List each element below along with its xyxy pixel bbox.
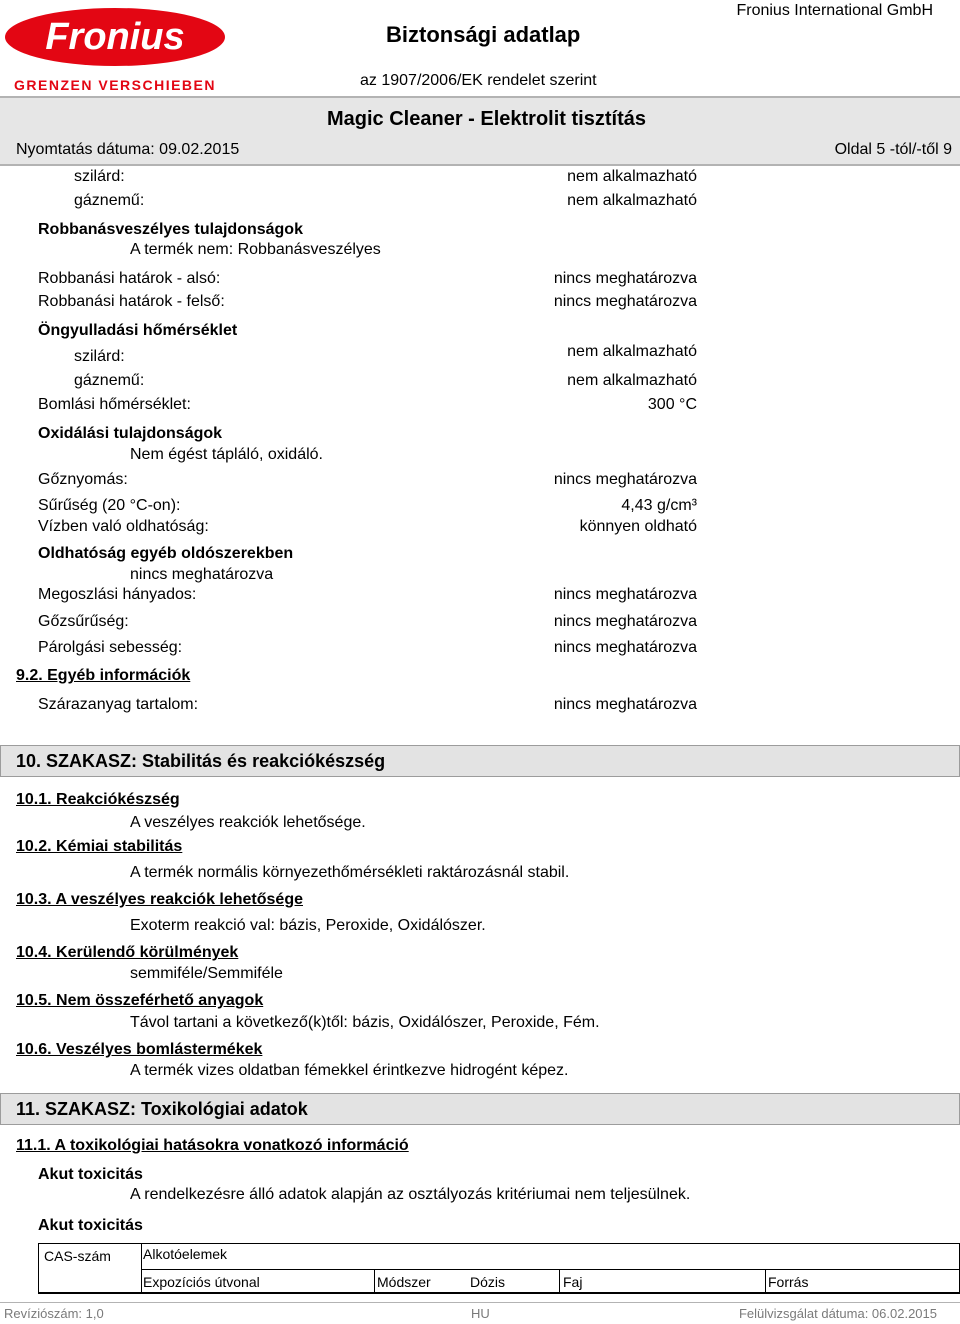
revision-number: Revíziószám: 1,0: [4, 1306, 104, 1321]
partition-label: Megoszlási hányados:: [38, 586, 197, 603]
stability-text: A termék normális környezethőmérsékleti raktározásnál stabil.: [130, 864, 570, 881]
density-value: 4,43 g/cm³: [621, 497, 697, 514]
document-title: Biztonsági adatlap: [386, 22, 581, 47]
table-divider: [39, 1292, 959, 1294]
explosive-heading: Robbanásveszélyes tulajdonságok: [38, 221, 303, 238]
table-divider: [765, 1269, 766, 1294]
table-divider: [559, 1269, 560, 1294]
solid-value: nem alkalmazható: [567, 168, 697, 185]
header-divider-bottom: [0, 164, 960, 166]
hazardous-reactions-text: Exoterm reakció val: bázis, Peroxide, Oxidálószer.: [130, 917, 486, 934]
lower-limit-value: nincs meghatározva: [553, 270, 697, 287]
other-info-heading: 9.2. Egyéb információk: [16, 667, 191, 684]
acute-toxicity-heading: Akut toxicitás: [38, 1166, 143, 1183]
section-10-header: [0, 745, 960, 777]
partition-value: nincs meghatározva: [553, 586, 697, 603]
oxidizing-heading: Oxidálási tulajdonságok: [38, 425, 223, 442]
vapor-pressure-value: nincs meghatározva: [553, 471, 697, 488]
table-header-dose: Dózis: [470, 1274, 506, 1290]
company-name: Fronius International GmbH: [736, 2, 933, 19]
incompatible-heading: 10.5. Nem összeférhető anyagok: [16, 992, 264, 1009]
dry-matter-label: Szárazanyag tartalom:: [38, 696, 199, 713]
reactivity-heading: 10.1. Reakciókészség: [16, 791, 180, 808]
table-header-components: Alkotóelemek: [143, 1246, 228, 1262]
decomposition-value: 300 °C: [647, 396, 697, 413]
table-header-route: Expozíciós útvonal: [143, 1274, 260, 1290]
product-name: Magic Cleaner - Elektrolit tisztítás: [327, 108, 646, 130]
vapor-density-value: nincs meghatározva: [553, 613, 697, 630]
solvent-heading: Oldhatóság egyéb oldószerekben: [38, 545, 294, 562]
incompatible-text: Távol tartani a következő(k)től: bázis, Oxidálószer, Peroxide, Fém.: [130, 1014, 600, 1031]
section-11-header: [0, 1093, 960, 1125]
acute-toxicity-heading-2: Akut toxicitás: [38, 1217, 143, 1234]
water-solubility-label: Vízben való oldhatóság:: [38, 518, 209, 535]
upper-limit-value: nincs meghatározva: [553, 293, 697, 310]
fronius-logo: [4, 4, 226, 99]
ignition-solid-value: nem alkalmazható: [567, 343, 697, 360]
hazardous-reactions-heading: 10.3. A veszélyes reakciók lehetősége: [16, 891, 303, 908]
footer-divider: [0, 1302, 960, 1303]
vapor-pressure-label: Gőznyomás:: [38, 471, 128, 488]
solid-label: szilárd:: [74, 168, 125, 185]
ignition-gas-label: gáznemű:: [74, 372, 145, 389]
toxicology-info-heading: 11.1. A toxikológiai hatásokra vonatkozó információ: [16, 1137, 409, 1154]
gas-label: gáznemű:: [74, 192, 145, 209]
table-header-source: Forrás: [768, 1274, 809, 1290]
decomposition-products-text: A termék vizes oldatban fémekkel érintkezve hidrogént képez.: [130, 1062, 569, 1079]
table-divider: [141, 1269, 959, 1270]
table-header-cas: CAS-szám: [44, 1248, 111, 1264]
ignition-heading: Öngyulladási hőmérséklet: [38, 322, 238, 339]
lower-limit-label: Robbanási határok - alsó:: [38, 270, 221, 287]
page-number: Oldal 5 -tól/-től 9: [834, 141, 952, 158]
section-11-title: 11. SZAKASZ: Toxikológiai adatok: [16, 1099, 308, 1119]
table-header-species: Faj: [563, 1274, 583, 1290]
logo-tagline: GRENZEN VERSCHIEBEN: [14, 77, 216, 93]
gas-value: nem alkalmazható: [567, 192, 697, 209]
print-date: Nyomtatás dátuma: 09.02.2015: [16, 141, 240, 158]
table-header-method: Módszer: [377, 1274, 431, 1290]
evaporation-value: nincs meghatározva: [553, 639, 697, 656]
explosive-text: A termék nem: Robbanásveszélyes: [130, 241, 381, 258]
solvent-text: nincs meghatározva: [130, 566, 274, 583]
vapor-density-label: Gőzsűrűség:: [38, 613, 129, 630]
conditions-heading: 10.4. Kerülendő körülmények: [16, 944, 239, 961]
stability-heading: 10.2. Kémiai stabilitás: [16, 838, 183, 855]
review-date: Felülvizsgálat dátuma: 06.02.2015: [738, 1306, 937, 1321]
decomposition-products-heading: 10.6. Veszélyes bomlástermékek: [16, 1041, 263, 1058]
decomposition-label: Bomlási hőmérséklet:: [38, 396, 191, 413]
toxicity-table: [38, 1243, 960, 1294]
section-10-title: 10. SZAKASZ: Stabilitás és reakciókészség: [16, 751, 386, 771]
logo-wordmark: Fronius: [45, 16, 185, 58]
oxidizing-text: Nem égést tápláló, oxidáló.: [130, 446, 323, 463]
reactivity-text: A veszélyes reakciók lehetősége.: [130, 814, 366, 831]
evaporation-label: Párolgási sebesség:: [38, 639, 183, 656]
conditions-text: semmiféle/Semmiféle: [130, 965, 283, 982]
table-divider: [374, 1269, 375, 1294]
density-label: Sűrűség (20 °C-on):: [38, 497, 181, 514]
regulation-text: az 1907/2006/EK rendelet szerint: [360, 72, 597, 89]
ignition-solid-label: szilárd:: [74, 348, 125, 365]
acute-toxicity-text: A rendelkezésre álló adatok alapján az osztályozás kritériumai nem teljesülnek.: [130, 1186, 691, 1203]
water-solubility-value: könnyen oldható: [579, 518, 697, 535]
country-code: HU: [471, 1306, 490, 1321]
dry-matter-value: nincs meghatározva: [553, 696, 697, 713]
upper-limit-label: Robbanási határok - felső:: [38, 293, 225, 310]
ignition-gas-value: nem alkalmazható: [567, 372, 697, 389]
